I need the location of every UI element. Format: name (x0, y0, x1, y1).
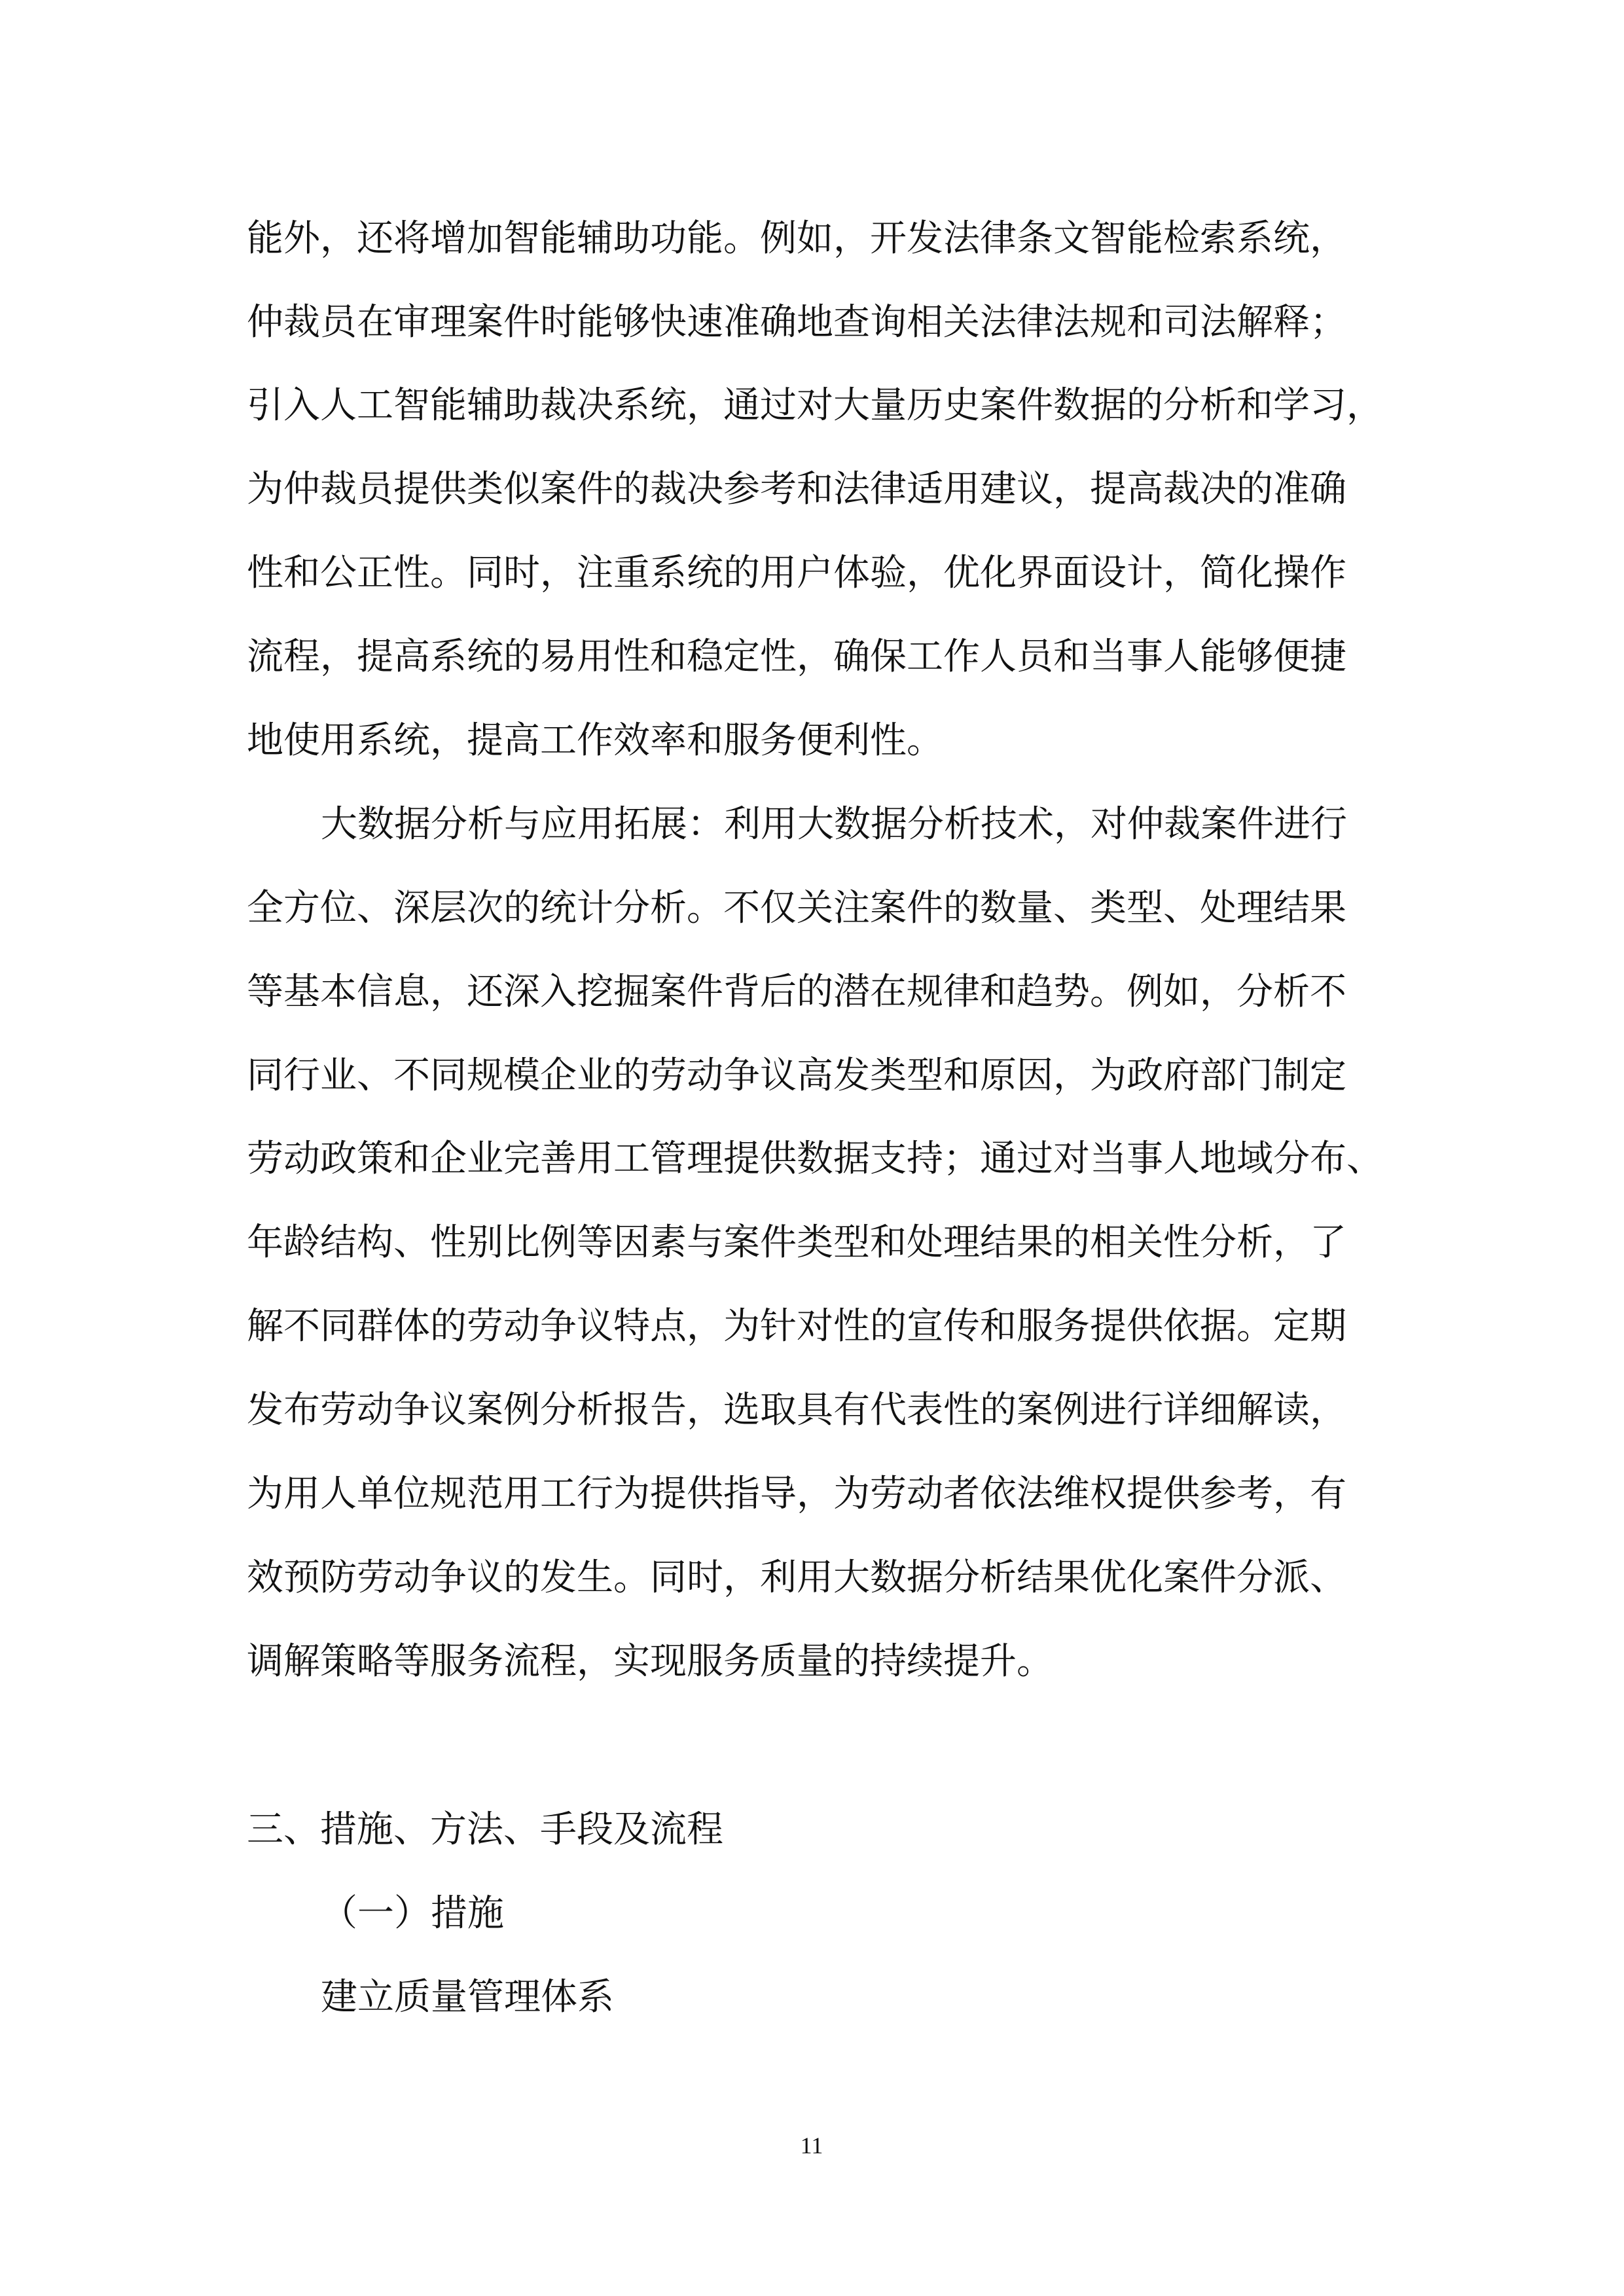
paragraph-line: 调解策略等服务流程，实现服务质量的持续提升。 (247, 1640, 1053, 1683)
paragraph-line: 为仲裁员提供类似案件的裁决参考和法律适用建议，提高裁决的准确 (247, 468, 1346, 511)
paragraph-line: 仲裁员在审理案件时能够快速准确地查询相关法律法规和司法解释； (247, 301, 1346, 344)
paragraph-line: 等基本信息，还深入挖掘案件背后的潜在规律和趋势。例如，分析不 (247, 971, 1346, 1013)
item-heading: 建立质量管理体系 (321, 1976, 614, 2018)
paragraph-line: 引入人工智能辅助裁决系统，通过对大量历史案件数据的分析和学习， (247, 384, 1383, 427)
paragraph-line: 大数据分析与应用拓展：利用大数据分析技术，对仲裁案件进行 (321, 803, 1347, 846)
paragraph-line: 全方位、深层次的统计分析。不仅关注案件的数量、类型、处理结果 (247, 887, 1346, 929)
page-number: 11 (800, 2132, 823, 2159)
paragraph-line: 流程，提高系统的易用性和稳定性，确保工作人员和当事人能够便捷 (247, 636, 1346, 678)
paragraph-line: 解不同群体的劳动争议特点，为针对性的宣传和服务提供依据。定期 (247, 1305, 1346, 1348)
paragraph-line: 地使用系统，提高工作效率和服务便利性。 (247, 719, 943, 762)
paragraph-line: 为用人单位规范用工行为提供指导，为劳动者依法维权提供参考，有 (247, 1473, 1346, 1515)
subsection-heading: （一）措施 (321, 1892, 504, 1935)
paragraph-line: 发布劳动争议案例分析报告，选取具有代表性的案例进行详细解读， (247, 1389, 1346, 1431)
paragraph-line: 劳动政策和企业完善用工管理提供数据支持；通过对当事人地域分布、 (247, 1138, 1383, 1180)
section-heading: 三、措施、方法、手段及流程 (247, 1808, 723, 1851)
paragraph-line: 性和公正性。同时，注重系统的用户体验，优化界面设计，简化操作 (247, 552, 1346, 594)
paragraph-line: 效预防劳动争议的发生。同时，利用大数据分析结果优化案件分派、 (247, 1556, 1346, 1599)
paragraph-line: 同行业、不同规模企业的劳动争议高发类型和原因，为政府部门制定 (247, 1054, 1346, 1097)
paragraph-line: 年龄结构、性别比例等因素与案件类型和处理结果的相关性分析，了 (247, 1221, 1346, 1264)
paragraph-line: 能外，还将增加智能辅助功能。例如，开发法律条文智能检索系统， (247, 217, 1346, 260)
